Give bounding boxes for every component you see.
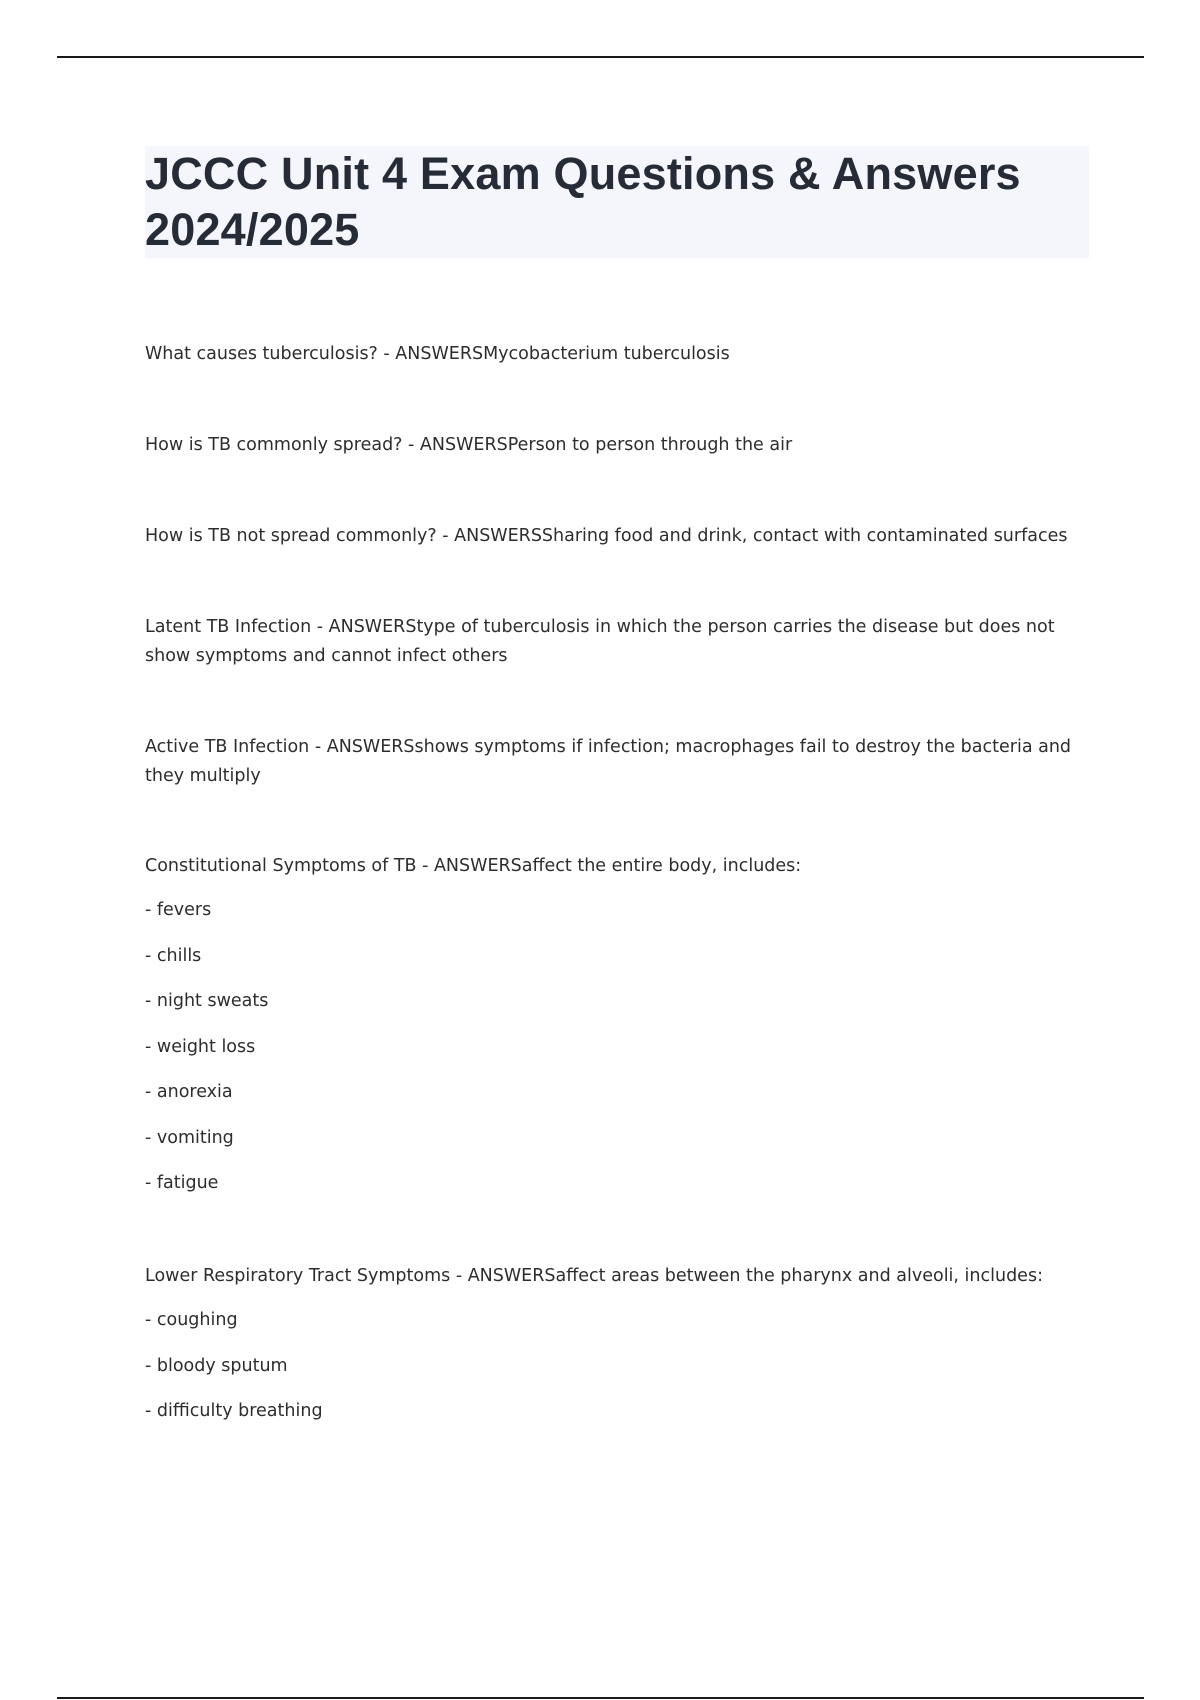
qa-item — [145, 522, 1067, 551]
list-item: - difficulty breathing — [145, 1401, 323, 1421]
title-line-1: JCCC Unit 4 Exam Questions & Answers — [145, 148, 1021, 199]
title-line-2: 2024/2025 — [145, 204, 360, 255]
list-item: - bloody sputum — [145, 1355, 288, 1376]
document-title — [145, 146, 1089, 258]
list-item: - night sweats — [145, 991, 269, 1011]
qa-text: How is TB not spread commonly? - ANSWERSSharing food and drink, contact with contaminated surfaces — [145, 526, 1068, 546]
symptom-list — [145, 888, 801, 1207]
qa-item — [145, 733, 1071, 791]
list-item: - chills — [145, 945, 202, 966]
qa-text: they multiply — [145, 766, 261, 786]
qa-text: Active TB Infection - ANSWERSshows symptoms if infection; macrophages fail to destroy the bacteria and — [145, 737, 1072, 757]
qa-item — [145, 852, 801, 1207]
symptom-list — [145, 1298, 1043, 1435]
title-block — [145, 146, 1089, 258]
qa-text: Lower Respiratory Tract Symptoms - ANSWERSaffect areas between the pharynx and alveoli, includes: — [145, 1266, 1043, 1286]
list-item: - vomiting — [145, 1127, 234, 1148]
qa-text: Latent TB Infection - ANSWERStype of tuberculosis in which the person carries the disease but does not — [145, 617, 1055, 637]
list-item: - anorexia — [145, 1082, 233, 1102]
qa-item — [145, 340, 730, 369]
qa-text: How is TB commonly spread? - ANSWERSPerson to person through the air — [145, 435, 793, 455]
qa-item — [145, 613, 1055, 671]
list-item: - weight loss — [145, 1036, 256, 1057]
bottom-divider — [57, 1697, 1144, 1699]
top-divider — [57, 56, 1144, 58]
qa-text: What causes tuberculosis? - ANSWERSMycobacterium tuberculosis — [145, 344, 730, 364]
qa-item — [145, 431, 792, 460]
list-item: - fatigue — [145, 1173, 219, 1193]
list-item: - coughing — [145, 1310, 238, 1330]
qa-text: Constitutional Symptoms of TB - ANSWERSaffect the entire body, includes: — [145, 856, 802, 876]
list-item: - fevers — [145, 900, 212, 920]
qa-item — [145, 1262, 1043, 1435]
qa-text: show symptoms and cannot infect others — [145, 646, 508, 666]
